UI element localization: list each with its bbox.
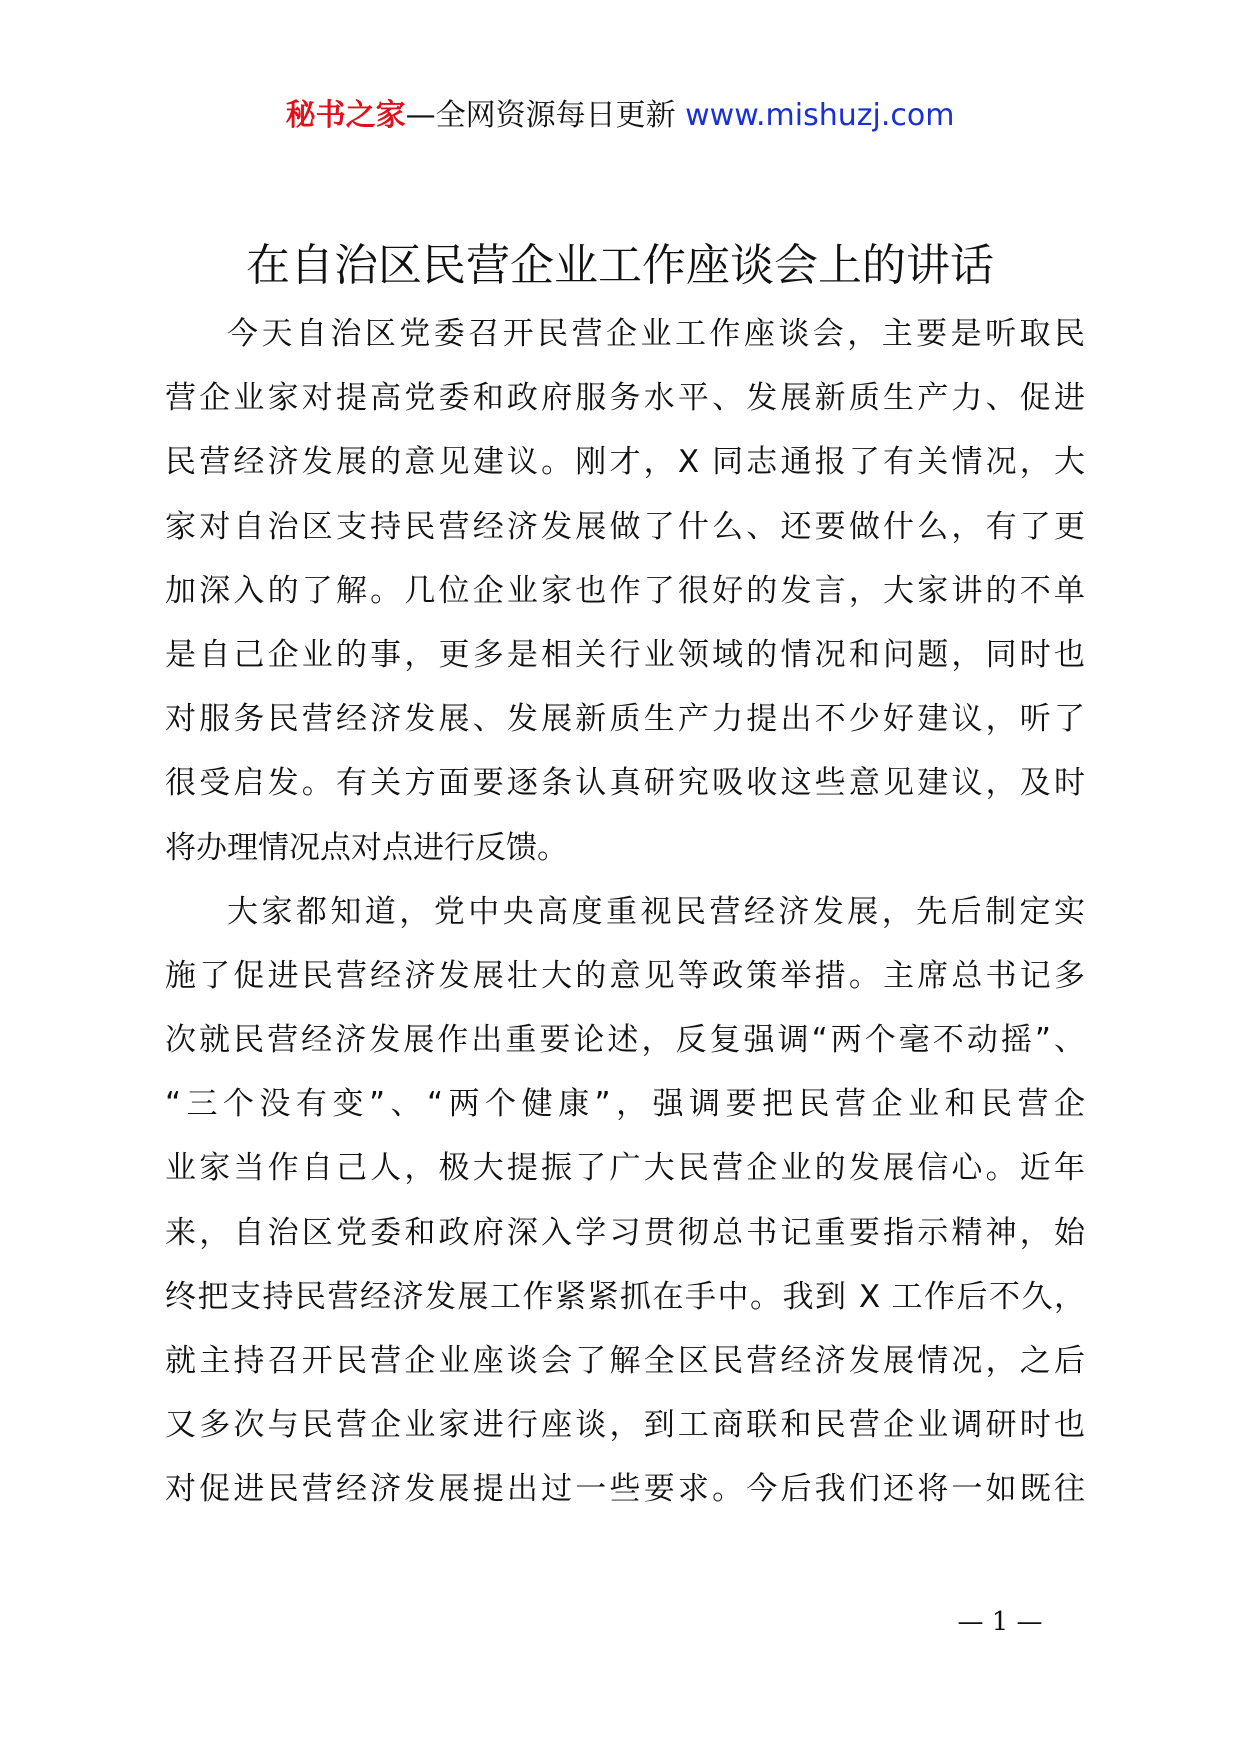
text-line: 家对自治区支持民营经济发展做了什么、还要做什么，有了更 — [165, 508, 1085, 545]
banner-slogan: —全网资源每日更新 — [405, 98, 686, 133]
page-number: — 1 — — [957, 1607, 1043, 1637]
text-line: 就主持召开民营企业座谈会了解全区民营经济发展情况，之后 — [165, 1343, 1085, 1379]
banner-url[interactable]: www.mishuzj.com — [685, 98, 955, 133]
text-line: 营企业家对提高党委和政府服务水平、发展新质生产力、促进 — [165, 380, 1085, 417]
text-line: 对服务民营经济发展、发展新质生产力提出不少好建议，听了 — [165, 701, 1085, 738]
text-line: 大家都知道，党中央高度重视民营经济发展，先后制定实 — [227, 893, 1085, 930]
text-line: 加深入的了解。几位企业家也作了很好的发言，大家讲的不单 — [165, 572, 1085, 609]
site-banner — [0, 96, 1240, 136]
text-line: 民营经济发展的意见建议。刚才，X 同志通报了有关情况，大 — [165, 444, 1085, 481]
brand-name: 秘书之家 — [285, 98, 406, 133]
text-line: “三个没有变”、“两个健康”，强调要把民营企业和民营企 — [165, 1086, 1085, 1123]
text-line: 业家当作自己人，极大提振了广大民营企业的发展信心。近年 — [165, 1150, 1085, 1187]
text-line: 来，自治区党委和政府深入学习贯彻总书记重要指示精神，始 — [165, 1214, 1085, 1251]
text-line: 是自己企业的事，更多是相关行业领域的情况和问题，同时也 — [165, 636, 1085, 673]
document-title: 在自治区民营企业工作座谈会上的讲话 — [246, 240, 994, 291]
text-line: 施了促进民营经济发展壮大的意见等政策举措。主席总书记多 — [165, 957, 1085, 994]
text-line: 今天自治区党委召开民营企业工作座谈会，主要是听取民 — [227, 316, 1085, 352]
text-line: 很受启发。有关方面要逐条认真研究吸收这些意见建议，及时 — [165, 765, 1085, 802]
document-body — [165, 302, 1085, 1522]
text-line: 又多次与民营企业家进行座谈，到工商联和民营企业调研时也 — [165, 1407, 1085, 1444]
text-line: 将办理情况点对点进行反馈。 — [165, 829, 568, 866]
text-line: 对促进民营经济发展提出过一些要求。今后我们还将一如既往 — [165, 1471, 1085, 1508]
text-line: 终把支持民营经济发展工作紧紧抓在手中。我到 X 工作后不久， — [165, 1278, 1085, 1315]
text-line: 次就民营经济发展作出重要论述，反复强调“两个毫不动摇”、 — [165, 1022, 1085, 1059]
paragraph-1 — [165, 302, 1085, 880]
paragraph-2 — [165, 880, 1085, 1522]
